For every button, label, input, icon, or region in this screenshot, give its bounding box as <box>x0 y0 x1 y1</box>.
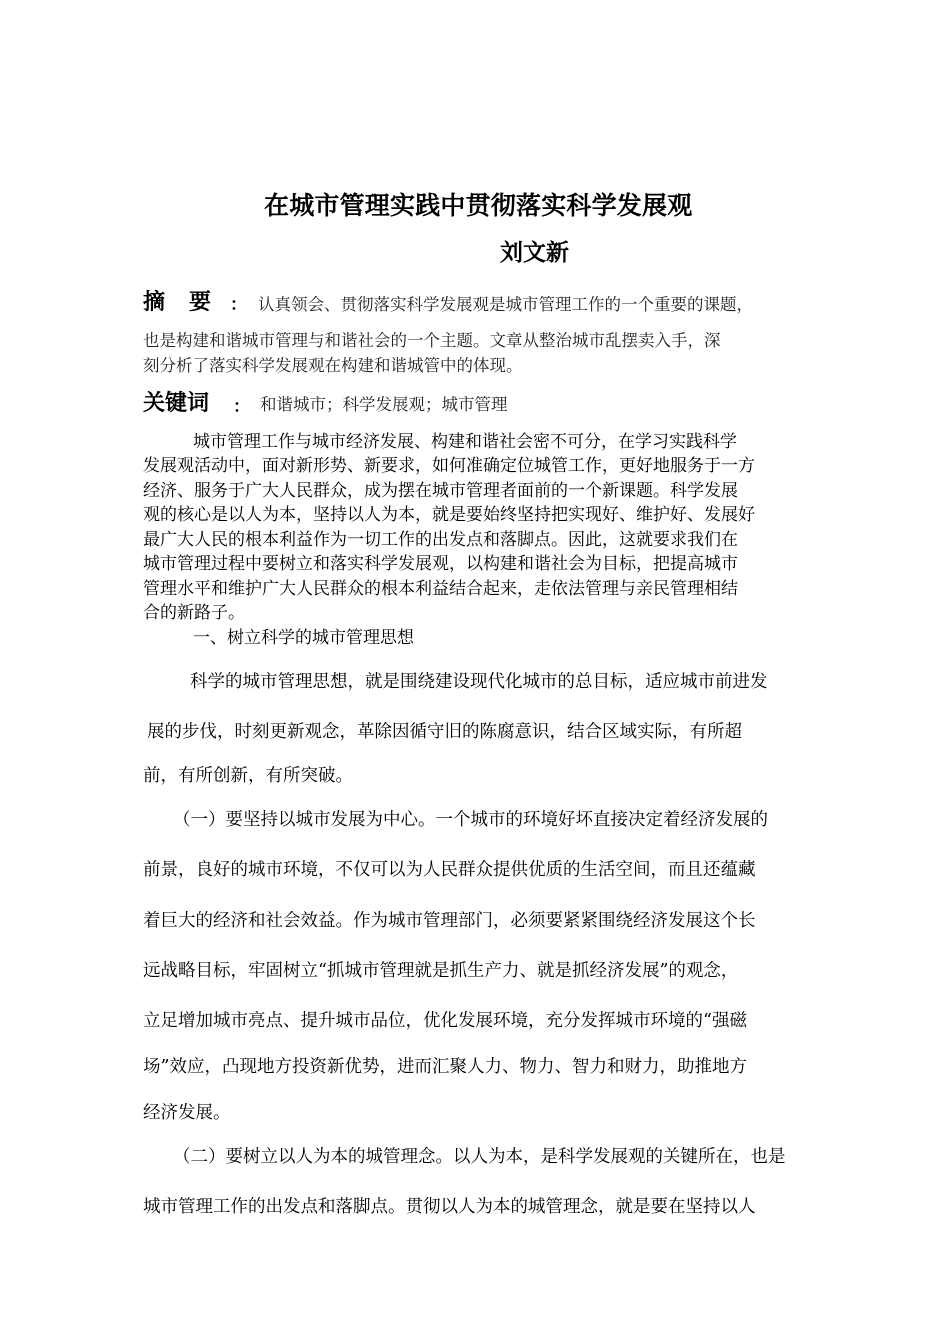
subsection-line: 场”效应，凸现地方投资新优势，进而汇聚人力、物力、智力和财力，助推地方 <box>143 1057 747 1077</box>
subsection-line: （二）要树立以人为本的城管理念。以人为本，是科学发展观的关键所在，也是 <box>173 1147 786 1167</box>
intro-line: 观的核心是以人为本，坚持以人为本，就是要始终坚持把实现好、维护好、发展好 <box>143 505 755 525</box>
subsection-line: 着巨大的经济和社会效益。作为城市管理部门，必须要紧紧围绕经济发展这个长 <box>143 911 756 931</box>
intro-line: 管理水平和维护广大人民群众的根本利益结合起来，走依法管理与亲民管理相结 <box>143 579 738 599</box>
subsection-line: 远战略目标，牢固树立“抓城市管理就是抓生产力、就是抓经济发展”的观念， <box>143 961 739 981</box>
keywords-label: 关键词 <box>143 391 210 416</box>
keywords-colon: ： <box>233 397 250 417</box>
intro-line: 经济、服务于广大人民群众，成为摆在城市管理者面前的一个新课题。科学发展 <box>143 481 738 501</box>
abstract-line: 认真领会、贯彻落实科学发展观是城市管理工作的一个重要的课题， <box>258 295 753 314</box>
subsection-line: 经济发展。 <box>143 1103 231 1123</box>
subsection-line: 前景，良好的城市环境，不仅可以为人民群众提供优质的生活空间，而且还蕴藏 <box>143 860 756 880</box>
intro-line: 最广大人民的根本利益作为一切工作的出发点和落脚点。因此，这就要求我们在 <box>143 530 738 550</box>
subsection-line: 立足增加城市亮点、提升城市品位，优化发展环境，充分发挥城市环境的“强磁 <box>143 1011 747 1031</box>
abstract-label-char-1: 摘 <box>143 290 166 315</box>
section-paragraph-line: 科学的城市管理思想，就是围绕建设现代化城市的总目标，适应城市前进发 <box>190 672 768 692</box>
document-title: 在城市管理实践中贯彻落实科学发展观 <box>264 191 693 220</box>
section-paragraph-line: 前，有所创新，有所突破。 <box>143 766 353 786</box>
author-name: 刘文新 <box>500 240 569 266</box>
intro-line: 合的新路子。 <box>143 603 245 623</box>
intro-line: 发展观活动中，面对新形势、新要求，如何准确定位城管工作，更好地服务于一方 <box>143 456 755 476</box>
abstract-label <box>143 285 211 316</box>
abstract-label-char-2: 要 <box>189 290 212 315</box>
abstract-line: 也是构建和谐城市管理与和谐社会的一个主题。文章从整治城市乱摆卖入手，深 <box>143 331 721 350</box>
abstract-colon: ： <box>230 295 247 315</box>
section-heading: 一、树立科学的城市管理思想 <box>193 628 414 648</box>
subsection-line: 城市管理工作的出发点和落脚点。贯彻以人为本的城管理念，就是要在坚持以人 <box>143 1197 756 1217</box>
section-paragraph-line: 展的步伐，时刻更新观念，革除因循守旧的陈腐意识，结合区域实际，有所超 <box>147 722 742 742</box>
abstract-line: 刻分析了落实科学发展观在构建和谐城管中的体现。 <box>143 356 523 375</box>
keywords-text: 和谐城市；科学发展观；城市管理 <box>260 395 508 414</box>
subsection-line: （一）要坚持以城市发展为中心。一个城市的环境好坏直接决定着经济发展的 <box>173 810 768 830</box>
intro-line: 城市管理工作与城市经济发展、构建和谐社会密不可分，在学习实践科学 <box>193 432 737 452</box>
intro-line: 城市管理过程中要树立和落实科学发展观，以构建和谐社会为目标，把提高城市 <box>143 554 738 574</box>
